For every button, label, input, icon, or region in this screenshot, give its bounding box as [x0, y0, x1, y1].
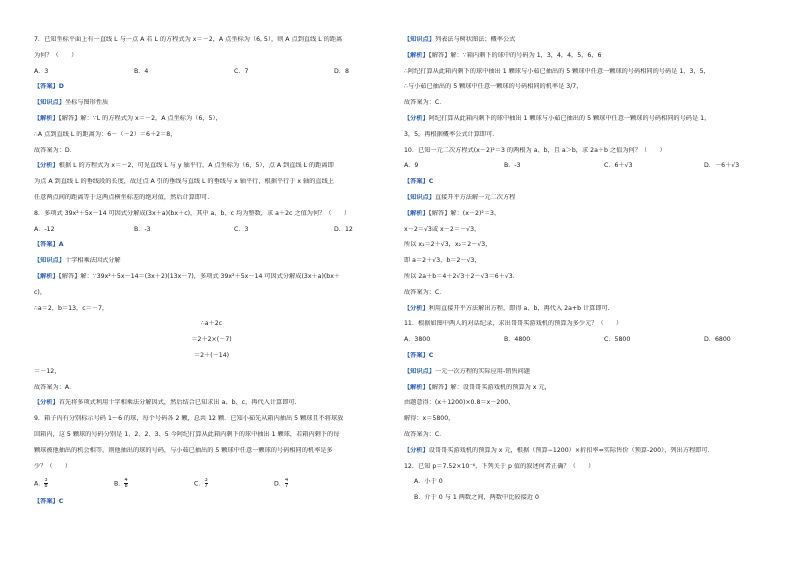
line-text: 【解答】解：∵箱内剩下的球中的号码为 1，3，4，4，5，6，6: [428, 51, 602, 59]
text-line: [404, 305, 766, 313]
line-text: 利用直接开平方法解出方程，即得 a、b，再代入 2a+b 计算即可.: [428, 304, 610, 312]
section-label: 【答案】: [404, 351, 429, 359]
text-line: [34, 463, 389, 471]
left-column: [34, 36, 389, 514]
text-line: [404, 115, 766, 123]
line-text: 3，5，再根据概率公式计算即可.: [404, 130, 495, 138]
text-line: [404, 431, 766, 439]
text-line: [34, 115, 389, 123]
option-1: B．4800: [504, 336, 531, 344]
line-text: 为点 A 到直线 L 的垂线段的长度，故过点 A 引的垂线与直线 L 的垂线与 x 轴平行，根据平行于 x 轴的直线上: [34, 178, 334, 186]
section-label: 【答案】: [34, 83, 59, 91]
section-label: 【知识点】: [404, 367, 435, 375]
line-text: 首先将多项式利用十字相乘法分解因式，然后结合已知求出 a、b、c，再代入计算即可.: [58, 399, 297, 407]
option-2: C．7: [234, 67, 249, 75]
text-line: [34, 384, 389, 392]
text-line: [404, 463, 766, 471]
section-label: 【分析】: [34, 162, 59, 170]
text-line: [34, 431, 389, 439]
line-text: C: [428, 178, 434, 186]
line-text: 一元一次方程的实际应用-销售问题: [434, 367, 530, 375]
line-text: 十字相乘法因式分解: [64, 257, 121, 265]
text-line: [34, 162, 389, 170]
answer-options: [34, 226, 389, 234]
text-line: [404, 289, 766, 297]
option-2: C．3: [234, 225, 249, 233]
text-line: [34, 368, 389, 376]
text-line: [34, 320, 389, 328]
fraction: [285, 478, 288, 489]
text-line: [34, 36, 389, 44]
text-line: [404, 352, 766, 360]
section-label: 【知识点】: [404, 193, 435, 201]
line-text: 【解答】解：∵L 的方程式为 x＝－2，A 点坐标为（6，5），: [58, 114, 222, 122]
text-line: [404, 384, 766, 392]
text-line: [34, 178, 389, 186]
text-line: [404, 147, 766, 155]
text-line: [34, 52, 389, 60]
text-line: [34, 241, 389, 249]
option-prefix: A．: [34, 480, 45, 488]
text-line: [404, 320, 766, 328]
option-0: [34, 478, 114, 490]
fraction-options: [34, 478, 389, 490]
section-label: 【答案】: [404, 178, 429, 186]
option-2: [194, 478, 274, 490]
line-text: 任意两点间的距离等于这两点横坐标差的绝对值，然后计算即可.: [34, 193, 210, 201]
line-text: 故答案为：A．: [34, 383, 76, 391]
option-2: C．5800: [604, 336, 631, 344]
section-label: 【解析】: [34, 272, 59, 280]
fraction: [44, 478, 47, 489]
text-line: [34, 131, 389, 139]
answer-options: [34, 68, 389, 76]
line-text: A．小于 0: [414, 478, 443, 486]
text-line: [34, 447, 389, 455]
text-line: [404, 99, 766, 107]
text-line: [34, 147, 389, 155]
option-1: [114, 478, 194, 490]
text-line: [34, 83, 389, 91]
section-label: 【解析】: [34, 114, 59, 122]
numerator: 4: [284, 478, 289, 484]
line-text: 解得：x＝5800，: [404, 415, 455, 423]
section-label: 【答案】: [34, 498, 59, 506]
text-line: [34, 352, 389, 360]
line-text: 颗球被他抽出的机会相等，则他抽出的球的号码，与小茹已抽出的 5 颗球中任意一颗球的号码相同的机率是多: [34, 446, 333, 454]
text-line: [34, 210, 389, 218]
line-text: ＝－12，: [34, 367, 61, 375]
line-text: 列表法与树状图法；概率公式: [434, 36, 516, 43]
option-0: A．9: [404, 162, 419, 170]
text-line: [404, 131, 766, 139]
line-text: 7．已知坐标平面上有一直线 L 与一点 A 若 L 的方程式为 x＝－2，A 点坐标为（6, 5），则 A 点到直线 L 的距离: [34, 36, 343, 43]
denominator: 8: [124, 483, 128, 490]
text-line: [404, 494, 766, 502]
section-label: 【知识点】: [34, 257, 65, 265]
text-line: [34, 415, 389, 423]
line-text: 为何？（ ）: [34, 51, 78, 59]
text-line: [404, 226, 766, 234]
text-line: [404, 368, 766, 376]
text-line: [404, 399, 766, 407]
denominator: 7: [204, 483, 208, 490]
line-text: 【解答】解：(x－2)²＝3，: [428, 209, 501, 217]
option-3: D．12: [334, 225, 353, 233]
fraction: [124, 478, 127, 489]
text-line: [34, 498, 389, 506]
option-1: B．-3: [504, 162, 521, 170]
fraction: [205, 478, 208, 489]
text-line: [34, 99, 389, 107]
option-1: B．-3: [134, 225, 151, 233]
section-label: 【分析】: [404, 446, 429, 454]
option-2: C．6＋√3: [604, 162, 633, 170]
line-text: 阿纪打算从此箱内剩下的球中抽出 1 颗球与小茹已抽出的 5 颗球中任意一颗球的号码相同的号码是 1，: [428, 114, 711, 122]
line-text: c)，: [34, 288, 47, 296]
text-line: [404, 241, 766, 249]
section-label: 【分析】: [34, 399, 59, 407]
line-text: 回箱内，这 5 颗球的号码分别是 1、2、2、3、5 今阿纪打算从此箱内剩下的球中抽出 1 颗球，若箱内剩下的每: [34, 430, 340, 438]
section-label: 【解析】: [404, 383, 429, 391]
text-line: [404, 83, 766, 91]
option-3: D．6800: [704, 336, 731, 344]
line-text: 即 a＝2＋√3，b＝2－√3，: [404, 257, 481, 265]
text-line: [404, 478, 766, 486]
text-line: [404, 447, 766, 455]
numerator: 3: [44, 478, 48, 484]
text-line: [34, 273, 389, 281]
text-line: [34, 399, 389, 407]
numerator: 4: [124, 478, 128, 484]
line-text: 故答案为：C．: [404, 288, 446, 296]
section-label: 【解析】: [404, 209, 429, 217]
option-prefix: C．: [194, 480, 205, 488]
text-line: [404, 36, 766, 44]
section-label: 【分析】: [404, 114, 429, 122]
text-line: [404, 194, 766, 202]
section-label: 【知识点】: [34, 99, 65, 107]
option-0: A．3800: [404, 336, 431, 344]
option-0: A．-12: [34, 225, 55, 233]
option-3: D．8: [334, 67, 349, 75]
line-text: D: [58, 83, 64, 91]
text-line: [404, 68, 766, 76]
section-label: 【分析】: [404, 304, 429, 312]
text-line: [34, 194, 389, 202]
line-text: ＝2＋(－14): [193, 351, 230, 359]
text-line: [404, 415, 766, 423]
line-text: 故答案为：D．: [34, 146, 76, 154]
line-text: ∴A 点到直线 L 的距离为：6－（－2）＝6＋2＝8，: [34, 130, 177, 138]
section-label: 【知识点】: [404, 36, 435, 43]
text-line: [404, 273, 766, 281]
line-text: 坐标与图形性质: [64, 99, 109, 107]
text-line: [404, 178, 766, 186]
numerator: 3: [204, 478, 208, 484]
text-line: [34, 289, 389, 297]
line-text: 故答案为：C．: [404, 99, 446, 107]
section-label: 【解析】: [404, 51, 429, 59]
line-text: 所以 2a＋b＝4＋2√3＋2－√3＝6＋√3．: [404, 272, 519, 280]
line-text: 10．已知一元二次方程式(x－2)²＝3 的两根为 a、b，且 a＞b，求 2a＋b 之值为何？（ ）: [404, 146, 666, 154]
line-text: 【解答】解：∵39x²＋5x－14＝(3x＋2)(13x－7)，多项式 39x²＋5x－14 可因式分解成(3x＋a)(bx＋: [58, 272, 341, 280]
section-label: 【答案】: [34, 241, 59, 249]
text-line: [404, 52, 766, 60]
right-column: [404, 36, 766, 510]
line-text: x－2＝√3或 x－2＝－√3，: [404, 225, 481, 233]
line-text: 所以 x₁＝2＋√3，x₂＝2－√3，: [404, 241, 492, 249]
line-text: ∴阿纪打算从此箱内剩下的球中抽出 1 颗球与小茹已抽出的 5 颗球中任意一颗球的号码相同的号码是 1，3，5，: [404, 67, 710, 75]
line-text: 设哥哥买游戏机的预算为 x 元，根据（预算−1200）×折扣率=实际售价（预算-200），列出方程即可.: [428, 446, 710, 454]
text-line: [34, 257, 389, 265]
answer-options: [404, 162, 766, 170]
text-line: [404, 210, 766, 218]
denominator: 8: [44, 483, 48, 490]
line-text: 8．多项式 39x²＋5x－14 可因式分解成(3x＋a)(bx＋c)，其中 a、b、c 均为整数，求 a＋2c 之值为何？（ ）: [34, 209, 351, 217]
line-text: 9．箱子内有分别标示号码 1～6 的球，每个号码各 2 颗，总共 12 颗．已知小茹先从箱内抽出 5 颗球且不将球放: [34, 415, 344, 423]
line-text: ＝2＋2×(－7): [191, 336, 232, 344]
line-text: ∴a＝2，b＝13，c＝－7，: [34, 304, 109, 312]
line-text: 少？（ ）: [34, 462, 72, 470]
denominator: 7: [284, 483, 289, 490]
answer-options: [404, 336, 766, 344]
line-text: C: [428, 351, 434, 359]
text-line: [404, 257, 766, 265]
line-text: 根据 L 的方程式为 x＝－2，可见直线 L 与 y 轴平行，A 点坐标为（6，5），点 A 到直线 L 的距离即: [58, 162, 334, 170]
line-text: 由题意得：(x＋1200)×0.8＝x－200，: [404, 399, 515, 407]
line-text: 直接开平方法解一元二次方程: [434, 193, 516, 201]
line-text: ∴a＋2c: [200, 320, 223, 328]
text-line: [34, 336, 389, 344]
line-text: 故答案为：C．: [404, 430, 446, 438]
option-3: [274, 478, 354, 490]
option-prefix: B．: [114, 480, 125, 488]
option-3: D．－6＋√3: [704, 162, 740, 170]
line-text: C: [58, 498, 64, 506]
line-text: ∴与小茹已抽出的 5 颗球中任意一颗球的号码相同的机率是 3/7，: [404, 83, 583, 91]
line-text: 11．根据如图中两人的对话纪录，求出哥哥买游戏机的预算为多少元？（ ）: [404, 320, 623, 328]
option-0: A．3: [34, 67, 49, 75]
line-text: B．介于 0 与 1 两数之间，两数中比较接近 0: [414, 494, 539, 502]
text-line: [34, 305, 389, 313]
option-1: B．4: [134, 67, 149, 75]
option-prefix: D．: [274, 480, 285, 488]
line-text: 【解答】解：设哥哥买游戏机的预算为 x 元，: [428, 383, 551, 391]
line-text: A: [58, 241, 64, 249]
line-text: 12．已知 p＝7.52×10⁻⁶，下列关于 p 值的叙述何者正确？（ ）: [404, 462, 595, 470]
